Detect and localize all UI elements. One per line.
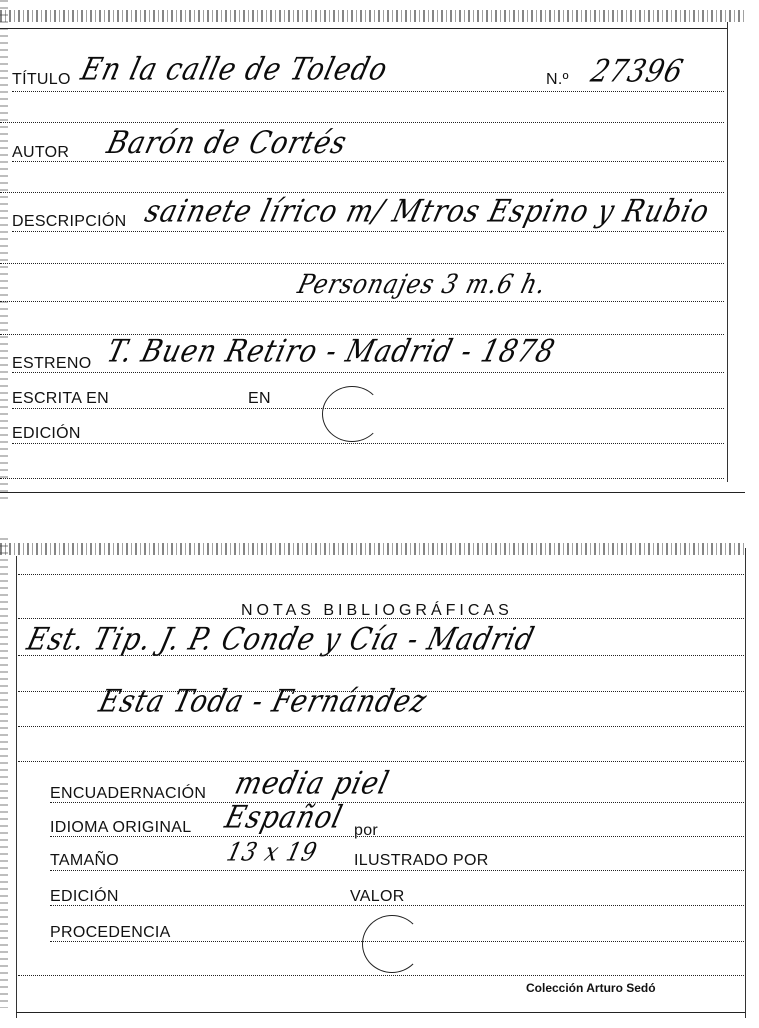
descripcion-value: sainete lírico m/ Mtros Espino y Rubio (141, 193, 714, 230)
tamano-value: 13 x 19 (223, 838, 321, 868)
encuadernacion-label: ENCUADERNACIÓN (50, 785, 207, 802)
blank-rule (0, 122, 724, 123)
ilustrado-label: ILUSTRADO POR (354, 852, 489, 869)
descripcion-label: DESCRIPCIÓN (12, 213, 127, 230)
procedencia-label: PROCEDENCIA (50, 924, 171, 941)
valor-label: VALOR (350, 888, 405, 905)
torn-top-edge (0, 10, 745, 22)
notes-line-1: Est. Tip. J. P. Conde y Cía - Madrid (23, 621, 539, 658)
por-label: por (354, 822, 379, 839)
torn-top-edge (0, 543, 745, 555)
idioma-rule (50, 836, 744, 837)
heading-rule (18, 618, 744, 619)
blank-rule (18, 761, 744, 762)
titulo-label: TÍTULO (12, 71, 71, 88)
top-border (0, 28, 727, 29)
catalog-card-front (0, 0, 759, 500)
autor-rule (12, 161, 724, 162)
estreno-label: ESTRENO (12, 355, 92, 372)
edicion-rule (12, 443, 724, 444)
notas-bibliograficas-heading: NOTAS BIBLIOGRÁFICAS (241, 602, 513, 619)
edicion-label: EDICIÓN (50, 888, 119, 905)
bottom-rule (18, 975, 744, 976)
punch-hole (362, 915, 422, 973)
autor-value: Barón de Cortés (103, 125, 351, 162)
bottom-rule (0, 478, 724, 479)
encuadernacion-value: media piel (231, 765, 394, 802)
notes-rule (18, 726, 744, 727)
idioma-value: Español (221, 799, 347, 836)
left-edge-speckle (0, 0, 8, 500)
catalog-card-back (0, 538, 759, 1028)
left-edge-speckle (0, 538, 8, 1008)
blank-rule (0, 301, 724, 302)
autor-label: AUTOR (12, 144, 70, 161)
notes-rule (18, 655, 744, 656)
encuadernacion-rule (50, 802, 744, 803)
descripcion-rule (12, 231, 724, 232)
edicion-label: EDICIÓN (12, 425, 81, 442)
escrita-en-label: ESCRITA EN (12, 390, 109, 407)
notes-line-2: Esta Toda - Fernández (95, 683, 431, 720)
estreno-rule (12, 372, 724, 373)
right-border (745, 548, 746, 1018)
descripcion-value-2: Personajes 3 m.6 h. (294, 270, 550, 301)
titulo-rule (12, 91, 724, 92)
collection-credit: Colección Arturo Sedó (526, 981, 656, 995)
numero-value: 27396 (587, 53, 688, 90)
card-bottom-edge (16, 1012, 745, 1013)
titulo-value: En la calle de Toledo (77, 51, 392, 88)
punch-hole (322, 386, 382, 442)
numero-label: N.º (546, 71, 569, 88)
estreno-value: T. Buen Retiro - Madrid - 1878 (103, 333, 559, 370)
en-label: EN (248, 390, 271, 407)
blank-rule (18, 574, 744, 575)
card-bottom-edge (0, 492, 745, 493)
blank-rule (0, 263, 724, 264)
left-border (16, 556, 17, 1018)
edicion-rule (50, 905, 744, 906)
idioma-label: IDIOMA ORIGINAL (50, 819, 192, 836)
tamano-label: TAMAÑO (50, 852, 120, 869)
tamano-rule (50, 870, 744, 871)
right-border (727, 22, 728, 482)
